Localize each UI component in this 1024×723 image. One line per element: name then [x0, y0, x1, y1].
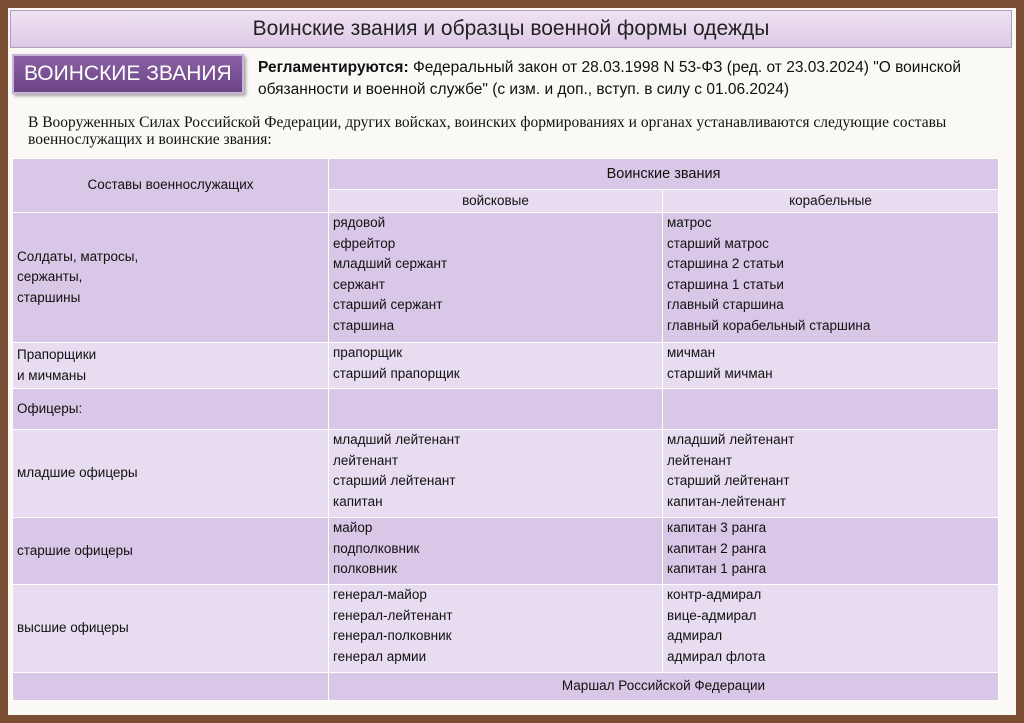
row-group	[13, 585, 329, 673]
rank-item: старшина 1 статьи	[667, 276, 784, 292]
rank-item: лейтенант	[667, 452, 733, 468]
rank-item: адмирал	[667, 628, 723, 643]
rank-item: сержант	[333, 276, 385, 292]
group-label: высшие офицеры	[17, 620, 129, 636]
group-label: старшие офицеры	[17, 542, 133, 558]
rank-item: генерал-лейтенант	[333, 607, 453, 623]
table-row	[13, 430, 999, 518]
rank-item: капитан	[333, 493, 383, 509]
table-row	[13, 585, 999, 673]
page-title: Воинские звания и образцы военной формы одежды	[10, 10, 1012, 48]
slide	[8, 8, 1016, 715]
regulation-body: Федеральный закон от 28.03.1998 N 53-ФЗ (ред. от 23.03.2024) "О воинской обязанности и военной службе" (с изм. и доп., вступ. в силу с 01.06.2024)	[258, 59, 961, 98]
row-navy	[663, 213, 999, 343]
row-navy	[663, 585, 999, 673]
table-row	[13, 213, 999, 343]
rank-item: капитан 2 ранга	[667, 540, 767, 556]
rank-item: капитан 3 ранга	[667, 520, 767, 535]
rank-item: старший лейтенант	[333, 473, 456, 488]
rank-item: мичман	[667, 345, 716, 360]
rank-item: младший лейтенант	[333, 432, 461, 447]
rank-item: подполковник	[333, 540, 420, 556]
rank-item: старший прапорщик	[333, 365, 460, 381]
rank-item: капитан-лейтенант	[667, 493, 787, 509]
group-label: сержанты,	[17, 269, 83, 285]
table-row	[13, 343, 999, 389]
group-label: и мичманы	[17, 367, 87, 383]
rank-item: старший мичман	[667, 365, 773, 381]
row-navy	[663, 343, 999, 389]
rank-item: генерал-полковник	[333, 628, 452, 643]
rank-item: младший лейтенант	[667, 432, 795, 447]
row-navy	[663, 389, 999, 430]
group-label: Офицеры:	[17, 400, 83, 416]
header-army: войсковые	[329, 190, 663, 213]
group-label: старшины	[17, 289, 81, 305]
row-navy	[663, 430, 999, 518]
section-badge: ВОИНСКИЕ ЗВАНИЯ	[12, 54, 244, 94]
rank-item: старший лейтенант	[667, 473, 790, 488]
rank-item: главный старшина	[667, 297, 784, 312]
rank-item: лейтенант	[333, 452, 399, 468]
row-group	[13, 213, 329, 343]
rank-item: старший матрос	[667, 235, 769, 251]
rank-item: майор	[333, 520, 373, 535]
group-label: младшие офицеры	[17, 465, 138, 481]
rank-item: ефрейтор	[333, 235, 396, 251]
header-navy: корабельные	[663, 190, 999, 213]
group-label: Прапорщики	[17, 347, 97, 362]
rank-item: генерал армии	[333, 648, 427, 664]
rank-item: полковник	[333, 561, 398, 576]
row-army	[329, 213, 663, 343]
rank-item: младший сержант	[333, 256, 448, 271]
regulation-label: Регламентируются:	[258, 59, 409, 76]
table-row	[13, 518, 999, 585]
row-army	[329, 389, 663, 430]
row-army	[329, 518, 663, 585]
rank-item: матрос	[667, 215, 712, 230]
rank-item: старший сержант	[333, 297, 443, 312]
rank-item: контр-адмирал	[667, 587, 762, 602]
marshal-empty-cell	[13, 673, 329, 701]
rank-item: капитан 1 ранга	[667, 561, 767, 576]
row-army	[329, 585, 663, 673]
row-group	[13, 343, 329, 389]
rank-item: старшина 2 статьи	[667, 256, 784, 271]
row-group	[13, 389, 329, 430]
rank-item: вице-адмирал	[667, 607, 757, 623]
row-navy	[663, 518, 999, 585]
row-army	[329, 430, 663, 518]
rank-item: адмирал флота	[667, 648, 766, 664]
rank-item: главный корабельный старшина	[667, 317, 871, 333]
row-group	[13, 518, 329, 585]
rank-item: прапорщик	[333, 345, 403, 360]
header-ranks: Воинские звания	[329, 159, 999, 190]
ranks-table	[12, 158, 999, 701]
header-composition: Составы военнослужащих	[13, 159, 329, 213]
row-group	[13, 430, 329, 518]
group-label: Солдаты, матросы,	[17, 248, 139, 264]
rank-item: старшина	[333, 317, 395, 333]
table-row	[13, 389, 999, 430]
rank-item: генерал-майор	[333, 587, 427, 602]
marshal-rank: Маршал Российской Федерации	[329, 673, 999, 701]
rank-item: рядовой	[333, 215, 386, 230]
regulation-text	[258, 57, 1008, 101]
intro-text: В Вооруженных Силах Российской Федерации, других войсках, воинских формированиях и органах устанавливаются следующие составы военнослужащих и воинские звания:	[28, 114, 947, 148]
row-army	[329, 343, 663, 389]
